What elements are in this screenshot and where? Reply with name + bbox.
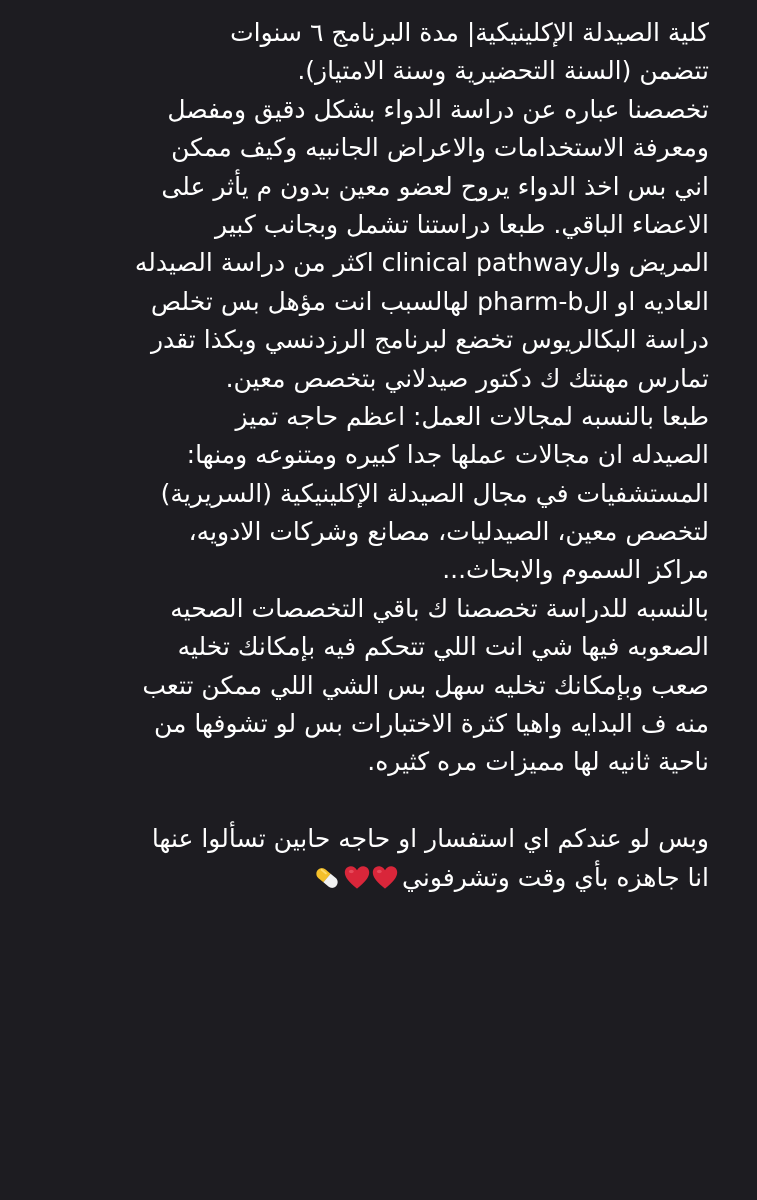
text-line: المستشفيات في مجال الصيدلة الإكلينيكية (السريرية) [160,478,709,508]
text-line: دراسة البكالريوس تخضع لبرنامج الرزدنسي وبكذا تقدر [150,325,709,355]
heart-icon [344,865,370,891]
closing-line [48,859,709,897]
text-line: منه ف البدايه واهيا كثرة الاختبارات بس لو تشوفها من [154,709,709,739]
text-line: تمارس مهنتك ك دكتور صيدلاني بتخصص معين. [225,363,709,393]
text-line: لتخصص معين، الصيدليات، مصانع وشركات الادويه، [188,517,709,547]
text-line: المريض والclinical pathway اكثر من دراسة الصيدله [134,248,709,278]
pill-icon [312,863,342,893]
text-line: ومعرفة الاستخدامات والاعراض الجانبيه وكيف ممكن [171,133,709,163]
text-line: اني بس اخذ الدواء يروح لعضو معين بدون م يأثر على [161,171,709,201]
text-line: مراكز السموم والابحاث... [442,555,709,585]
text-line: العاديه او الpharm-b لهالسبب انت مؤهل بس تخلص [150,286,709,316]
text-line: بالنسبه للدراسة تخصصنا ك باقي التخصصات الصحيه [170,593,709,623]
story-text-block [48,14,709,897]
text-line: طبعا بالنسبه لمجالات العمل: اعظم حاجه تميز [235,401,709,431]
text-line: كلية الصيدلة الإكلينيكية| مدة البرنامج ٦ سنوات [230,18,709,47]
text-line: الصيدله ان مجالات عملها جدا كبيره ومتنوعه ومنها: [186,440,709,470]
text-line: تخصصنا عباره عن دراسة الدواء بشكل دقيق ومفصل [167,94,709,124]
emoji-group [310,863,398,893]
text-line: وبس لو عندكم اي استفسار او حاجه حابين تسألوا عنها [151,824,709,854]
text-line: الاعضاء الباقي. طبعا دراستنا تشمل وبجانب كبير [215,209,709,239]
text-line: صعب وبإمكانك تخليه سهل بس الشي اللي ممكن تتعب [142,670,709,700]
text-line: تتضمن (السنة التحضيرية وسنة الامتياز). [297,56,709,86]
blank-line [48,782,709,820]
text-line: ناحية ثانيه لها مميزات مره كثيره. [367,747,709,777]
heart-icon [372,865,398,891]
closing-text: انا جاهزه بأي وقت وتشرفوني [402,862,709,892]
text-line: الصعوبه فيها شي انت اللي تتحكم فيه بإمكانك تخليه [177,632,709,662]
